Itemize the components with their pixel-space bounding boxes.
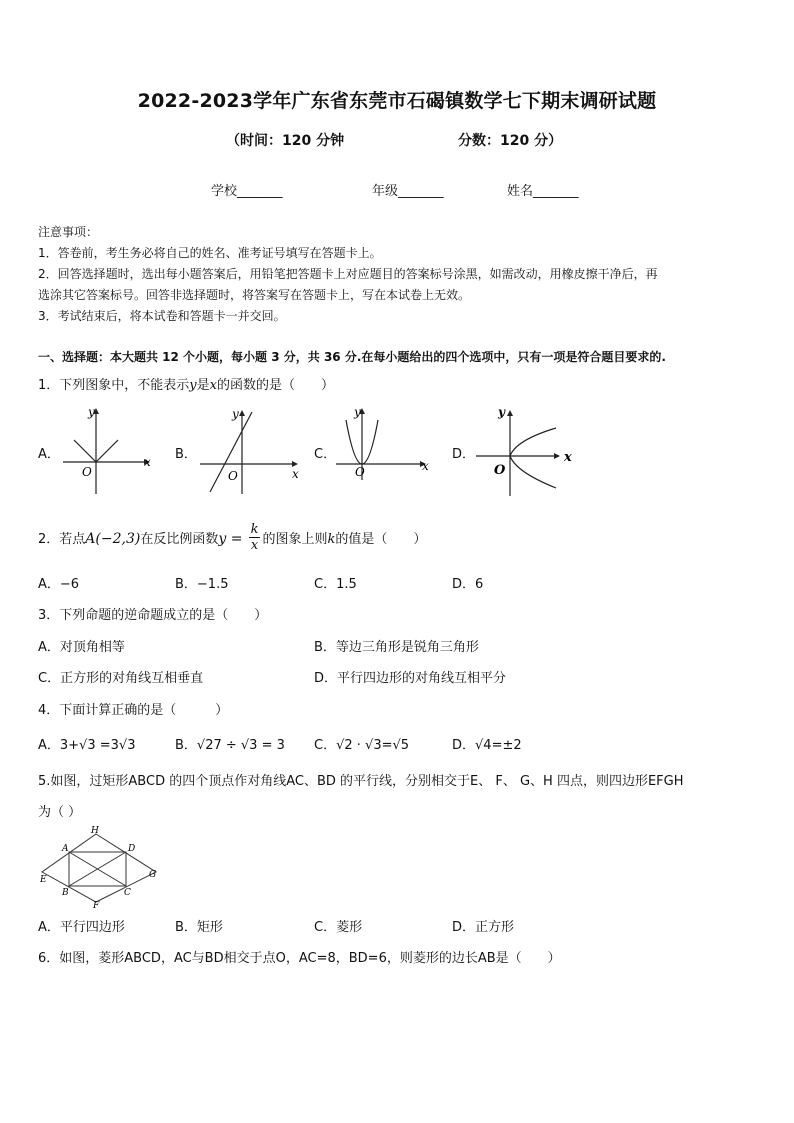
q1-graph-a: [58, 404, 158, 496]
svg-text:D: D: [128, 844, 136, 854]
note-line-3: 选涂其它答案标号。回答非选择题时，将答案写在答题卡上，写在本试卷上无效。: [38, 288, 471, 302]
time-label: （时间：120 分钟: [226, 133, 345, 149]
question-2-stem: 2．若点A(−2,3)在反比例函数y = $\frac{k}{x}$ 的图象上则k的值是（ ）: [38, 522, 427, 553]
q1-graph-d: [472, 404, 582, 500]
score-label: 分数：120 分）: [458, 133, 563, 149]
q1-option-c-label: C．: [314, 447, 337, 462]
svg-text:E: E: [40, 875, 47, 885]
svg-text:O: O: [355, 465, 365, 479]
svg-text:x: x: [564, 450, 572, 465]
svg-text:x: x: [292, 467, 299, 481]
q4-option-a: A．3+√3 =3√3: [38, 738, 136, 753]
svg-text:y: y: [354, 405, 361, 419]
q5-option-b: B．矩形: [175, 920, 223, 935]
question-6-stem: 6．如图，菱形ABCD，AC与BD相交于点O，AC=8，BD=6，则菱形的边长AB是（ ）: [38, 951, 561, 966]
svg-text:y: y: [232, 407, 239, 421]
svg-text:y: y: [498, 405, 505, 419]
q4-option-c: C．√2 · √3=√5: [314, 738, 410, 753]
svg-text:O: O: [494, 463, 506, 478]
q5-figure: [36, 822, 164, 908]
q2-option-a: A．−6: [38, 577, 80, 592]
name-field: 姓名_______: [507, 184, 579, 199]
q4-option-b: B．√27 ÷ √3 = 3: [175, 738, 285, 753]
section-heading: 一、选择题：本大题共 12 个小题，每小题 3 分，共 36 分.在每小题给出的四个选项中，只有一项是符合题目要求的.: [38, 350, 666, 364]
school-field: 学校_______: [211, 184, 283, 199]
q3-option-b: B．等边三角形是锐角三角形: [314, 640, 479, 655]
question-4-stem: 4．下面计算正确的是（ ）: [38, 703, 229, 718]
axis-x-label: x: [144, 455, 151, 469]
q2-option-d: D．6: [452, 577, 484, 592]
question-5-stem-line-1: 5.如图，过矩形ABCD 的四个顶点作对角线AC、BD 的平行线，分别相交于E、 F、 G、H 四点，则四边形EFGH: [38, 774, 684, 789]
svg-text:O: O: [228, 469, 238, 483]
svg-text:H: H: [91, 826, 99, 836]
origin-label: O: [82, 465, 92, 479]
q1-graph-b: [196, 404, 304, 496]
q1-option-d-label: D．: [452, 447, 476, 462]
q3-option-c: C．正方形的对角线互相垂直: [38, 671, 204, 686]
svg-text:A: A: [62, 844, 69, 854]
question-3-stem: 3．下列命题的逆命题成立的是（ ）: [38, 608, 268, 623]
note-line-4: 3．考试结束后，将本试卷和答题卡一并交回。: [38, 309, 286, 323]
svg-text:F: F: [93, 901, 100, 908]
note-line-1: 1．答卷前，考生务必将自己的姓名、准考证号填写在答题卡上。: [38, 246, 382, 260]
svg-text:x: x: [422, 459, 429, 473]
svg-text:C: C: [124, 888, 131, 898]
q1-graph-c: [334, 404, 434, 484]
q2-option-c: C．1.5: [314, 577, 357, 592]
q1-option-a-label: A．: [38, 447, 60, 462]
note-line-2: 2．回答选择题时，选出每小题答案后，用铅笔把答题卡上对应题目的答案标号涂黑，如需改动，用橡皮擦干净后，再: [38, 267, 658, 281]
q5-option-a: A．平行四边形: [38, 920, 125, 935]
axis-y-label: y: [88, 405, 95, 419]
grade-field: 年级_______: [372, 184, 444, 199]
svg-text:G: G: [149, 870, 157, 880]
page-title: 2022-2023学年广东省东莞市石碣镇数学七下期末调研试题: [137, 90, 657, 112]
q3-option-a: A．对顶角相等: [38, 640, 125, 655]
question-5-stem-line-2: 为（ ）: [38, 805, 82, 820]
q1-option-b-label: B．: [175, 447, 197, 462]
q5-option-d: D．正方形: [452, 920, 515, 935]
q5-option-c: C．菱形: [314, 920, 363, 935]
notes-heading: 注意事项：: [38, 225, 99, 239]
question-1-stem: 1．下列图象中，不能表示y是x的函数的是（ ）: [38, 378, 335, 393]
svg-text:B: B: [62, 888, 69, 898]
q2-option-b: B．−1.5: [175, 577, 229, 592]
q4-option-d: D．√4=±2: [452, 738, 522, 753]
q3-option-d: D．平行四边形的对角线互相平分: [314, 671, 507, 686]
